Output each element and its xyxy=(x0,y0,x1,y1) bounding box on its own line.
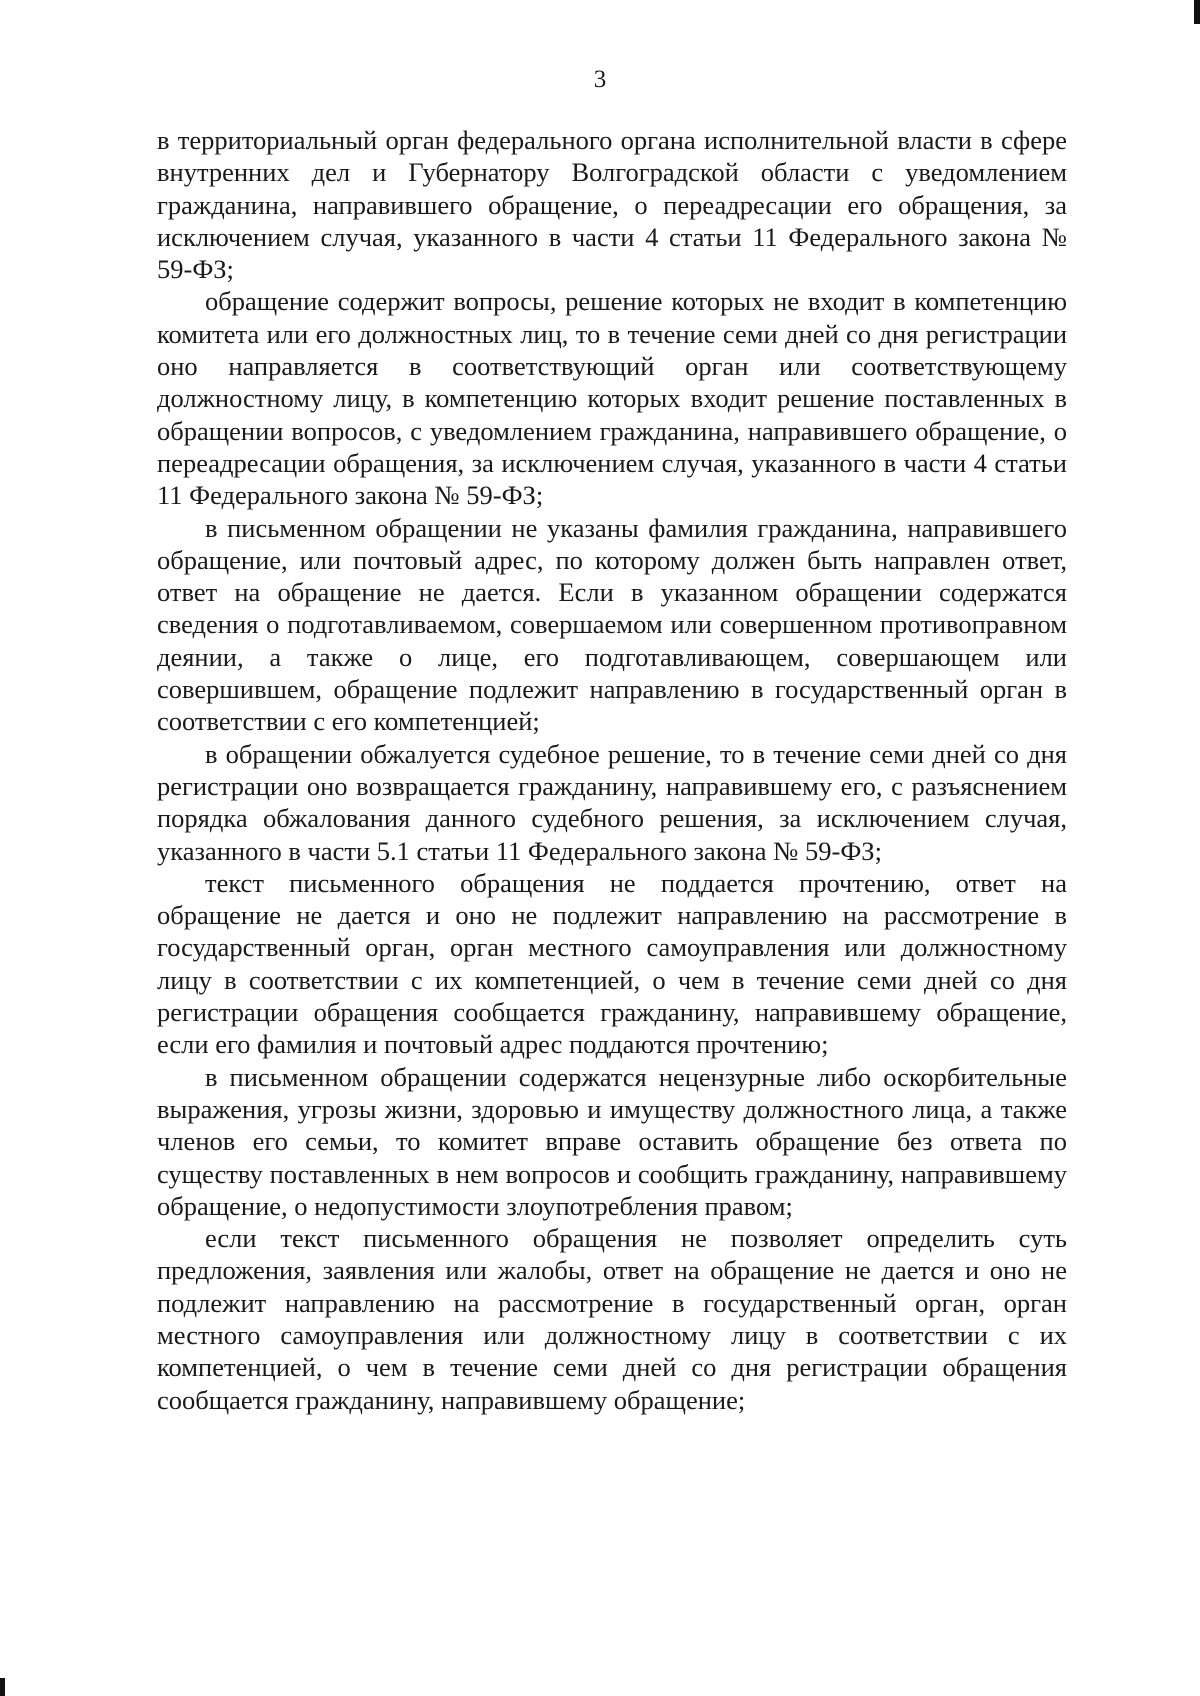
paragraph: текст письменного обращения не поддается прочтению, ответ на обращение не дается и оно не подлежит направлению на рассмотрение в государственный орган, орган местного самоуправления или должностному лицу в соответствии с их компетенцией, о чем в течение семи дней со дня регистрации обращения сообщается гражданину, направившему обращение, если его фамилия и почтовый адрес поддаются прочтению; xyxy=(157,867,1067,1060)
paragraph: обращение содержит вопросы, решение которых не входит в компетенцию комитета или его должностных лиц, то в течение семи дней со дня регистрации оно направляется в соответствующий орган или соответствующему должностному лицу, в компетенцию которых входит решение поставленных в обращении вопросов, с уведомлением гражданина, направившего обращение, о переадресации обращения, за исключением случая, указанного в части 4 статьи 11 Федерального закона № 59-ФЗ; xyxy=(157,286,1067,511)
paragraph: в письменном обращении не указаны фамилия гражданина, направившего обращение, или почтовый адрес, по которому должен быть направлен ответ, ответ на обращение не дается. Если в указанном обращении содержатся сведения о подготавливаемом, совершаемом или совершенном противоправном деянии, а также о лице, его подготавливающем, совершающем или совершившем, обращение подлежит направлению в государственный орган в соответствии с его компетенцией; xyxy=(157,512,1067,737)
scan-edge-mark-bottom xyxy=(0,1678,5,1696)
page-number: 3 xyxy=(593,66,607,93)
paragraph: в территориальный орган федерального органа исполнительной власти в сфере внутренних дел и Губернатору Волгоградской области с уведомлением гражданина, направившего обращение, о переадресации его обращения, за исключением случая, указанного в части 4 статьи 11 Федерального закона № 59-ФЗ; xyxy=(157,125,1067,285)
paragraph: если текст письменного обращения не позволяет определить суть предложения, заявления или жалобы, ответ на обращение не дается и оно не подлежит направлению на рассмотрение в государственный орган, орган местного самоуправления или должностному лицу в соответствии с их компетенцией, о чем в течение семи дней со дня регистрации обращения сообщается гражданину, направившему обращение; xyxy=(157,1223,1067,1415)
scan-edge-mark xyxy=(1194,0,1200,24)
paragraph: в обращении обжалуется судебное решение, то в течение семи дней со дня регистрации оно возвращается гражданину, направившему его, с разъяснением порядка обжалования данного судебного решения, за исключением случая, указанного в части 5.1 статьи 11 Федерального закона № 59-ФЗ; xyxy=(157,738,1067,866)
document-body xyxy=(157,124,1067,1416)
paragraph: в письменном обращении содержатся нецензурные либо оскорбительные выражения, угрозы жизни, здоровью и имуществу должностного лица, а также членов его семьи, то комитет вправе оставить обращение без ответа по существу поставленных в нем вопросов и сообщить гражданину, направившему обращение, о недопустимости злоупотребления правом; xyxy=(157,1061,1067,1221)
